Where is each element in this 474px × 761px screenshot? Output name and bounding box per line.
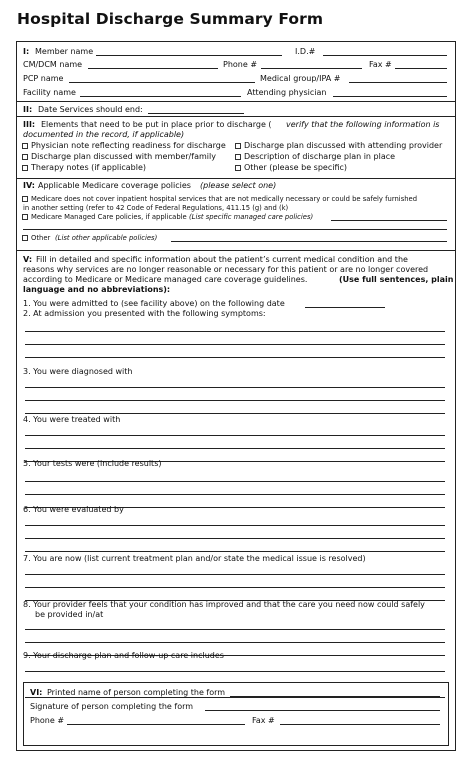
- section-number: VI:: [30, 688, 43, 697]
- managed-care-field[interactable]: [331, 220, 447, 221]
- cm-dcm-label: CM/DCM name: [23, 60, 83, 69]
- section-completed-by: [23, 682, 449, 746]
- section-number: IV:: [23, 181, 36, 190]
- question-4: 4. You were treated with: [23, 415, 121, 424]
- answer-line[interactable]: [25, 387, 445, 388]
- policies-note: (please select one): [200, 181, 277, 190]
- facility-field[interactable]: [80, 96, 241, 97]
- question-6: 6. You were evaluated by: [23, 505, 124, 514]
- answer-line[interactable]: [25, 642, 445, 643]
- option-managed-care: Medicare Managed Care policies, if applicable: [31, 213, 187, 221]
- attending-field[interactable]: [333, 96, 447, 97]
- elements-note-2: documented in the record, if applicable): [23, 130, 185, 139]
- option-physician-note: Physician note reflecting readiness for discharge: [31, 141, 226, 150]
- pcp-field[interactable]: [69, 82, 255, 83]
- section-number: I:: [23, 47, 30, 56]
- question-8: 8. Your provider feels that your condition has improved and that the care you need now could safely: [23, 600, 425, 609]
- intro-line-2: reasons why services are no longer reasonable or necessary for this patient or are no longer covered: [23, 265, 429, 274]
- question-3: 3. You were diagnosed with: [23, 367, 133, 376]
- intro-line-1: Fill in detailed and specific information about the patient’s current medical condition and the: [36, 255, 408, 264]
- option-managed-care-note: (List specific managed care policies): [189, 213, 314, 221]
- checkbox-plan-description[interactable]: [235, 154, 241, 160]
- facility-label: Facility name: [23, 88, 76, 97]
- question-7: 7. You are now (list current treatment plan and/or state the medical issue is resolved): [23, 554, 366, 563]
- id-label: I.D.#: [295, 47, 316, 56]
- elements-text: Elements that need to be put in place prior to discharge (: [41, 120, 272, 129]
- cm-dcm-field[interactable]: [88, 68, 218, 69]
- date-services-field[interactable]: [148, 113, 244, 114]
- section-discharge-elements: [17, 117, 455, 179]
- question-5: 5. Your tests were (include results): [23, 459, 162, 468]
- answer-line[interactable]: [25, 357, 445, 358]
- printed-name-field[interactable]: [230, 696, 440, 697]
- medical-group-label: Medical group/IPA #: [260, 74, 341, 83]
- completer-fax-label: Fax #: [252, 716, 275, 725]
- member-name-field[interactable]: [96, 55, 282, 56]
- checkbox-other-policies[interactable]: [22, 235, 28, 241]
- fax-label: Fax #: [369, 60, 392, 69]
- question-9: 9. Your discharge plan and follow-up care includes: [23, 651, 224, 660]
- policies-label: Applicable Medicare coverage policies: [38, 181, 191, 190]
- checkbox-plan-member[interactable]: [22, 154, 28, 160]
- completer-fax-field[interactable]: [280, 724, 440, 725]
- intro-line-3: according to Medicare or Medicare managed care coverage guidelines.: [23, 275, 308, 284]
- fax-field[interactable]: [395, 68, 447, 69]
- signature-label: Signature of person completing the form: [30, 702, 194, 711]
- option-plan-description: Description of discharge plan in place: [244, 152, 396, 161]
- form-frame: [16, 41, 456, 751]
- checkbox-managed-care[interactable]: [22, 214, 28, 220]
- answer-line[interactable]: [25, 413, 445, 414]
- printed-name-label: Printed name of person completing the form: [47, 688, 226, 697]
- section-number: III:: [23, 120, 36, 129]
- answer-line[interactable]: [25, 494, 445, 495]
- admission-date-field[interactable]: [305, 307, 385, 308]
- id-field[interactable]: [323, 55, 447, 56]
- answer-line[interactable]: [25, 448, 445, 449]
- option-plan-member: Discharge plan discussed with member/family: [31, 152, 216, 161]
- option-other-policies: Other: [31, 234, 51, 242]
- date-services-label: Date Services should end:: [38, 105, 143, 114]
- answer-line[interactable]: [25, 481, 445, 482]
- checkbox-plan-attending[interactable]: [235, 143, 241, 149]
- answer-line[interactable]: [25, 400, 445, 401]
- phone-label: Phone #: [223, 60, 258, 69]
- answer-line[interactable]: [25, 551, 445, 552]
- medical-group-field[interactable]: [349, 82, 447, 83]
- checkbox-not-covered[interactable]: [22, 196, 28, 202]
- form-title: Hospital Discharge Summary Form: [17, 10, 324, 28]
- option-not-covered-2: in another setting (refer to 42 Code of Federal Regulations, 411.15 (g) and (k): [23, 204, 289, 212]
- answer-line[interactable]: [25, 331, 445, 332]
- answer-line[interactable]: [25, 435, 445, 436]
- other-policies-field[interactable]: [171, 241, 447, 242]
- option-plan-attending: Discharge plan discussed with attending provider: [244, 141, 443, 150]
- option-not-covered-1: Medicare does not cover inpatient hospital services that are not medically necessary or could be safely furnished: [31, 195, 418, 203]
- section-medicare-policies: [17, 179, 455, 251]
- pcp-label: PCP name: [23, 74, 64, 83]
- managed-care-field-line-2[interactable]: [23, 229, 447, 230]
- elements-note-1: verify that the following information is: [286, 120, 440, 129]
- answer-line[interactable]: [25, 344, 445, 345]
- answer-line[interactable]: [25, 538, 445, 539]
- checkbox-physician-note[interactable]: [22, 143, 28, 149]
- checkbox-therapy-notes[interactable]: [22, 165, 28, 171]
- section-number: II:: [23, 105, 33, 114]
- question-2: 2. At admission you presented with the following symptoms:: [23, 309, 266, 318]
- attending-label: Attending physician: [247, 88, 327, 97]
- section-medical-condition: [17, 251, 455, 682]
- signature-field[interactable]: [205, 710, 440, 711]
- intro-line-4: language and no abbreviations):: [23, 285, 171, 294]
- section-number: V:: [23, 255, 33, 264]
- section-date-services: [17, 102, 455, 117]
- answer-line[interactable]: [25, 574, 445, 575]
- phone-field[interactable]: [261, 68, 362, 69]
- option-other-policies-note: (List other applicable policies): [55, 234, 158, 242]
- answer-line[interactable]: [25, 671, 445, 672]
- intro-line-3-bold: (Use full sentences, plain: [339, 275, 454, 284]
- answer-line[interactable]: [25, 629, 445, 630]
- answer-line[interactable]: [25, 587, 445, 588]
- option-therapy-notes: Therapy notes (if applicable): [31, 163, 147, 172]
- completer-phone-field[interactable]: [67, 724, 245, 725]
- answer-line[interactable]: [25, 525, 445, 526]
- question-8-continued: be provided in/at: [35, 610, 104, 619]
- completer-phone-label: Phone #: [30, 716, 65, 725]
- option-other: Other (please be specific): [244, 163, 348, 172]
- checkbox-other[interactable]: [235, 165, 241, 171]
- section-member-info: [17, 42, 455, 102]
- question-1: 1. You were admitted to (see facility above) on the following date: [23, 299, 285, 308]
- member-name-label: Member name: [35, 47, 94, 56]
